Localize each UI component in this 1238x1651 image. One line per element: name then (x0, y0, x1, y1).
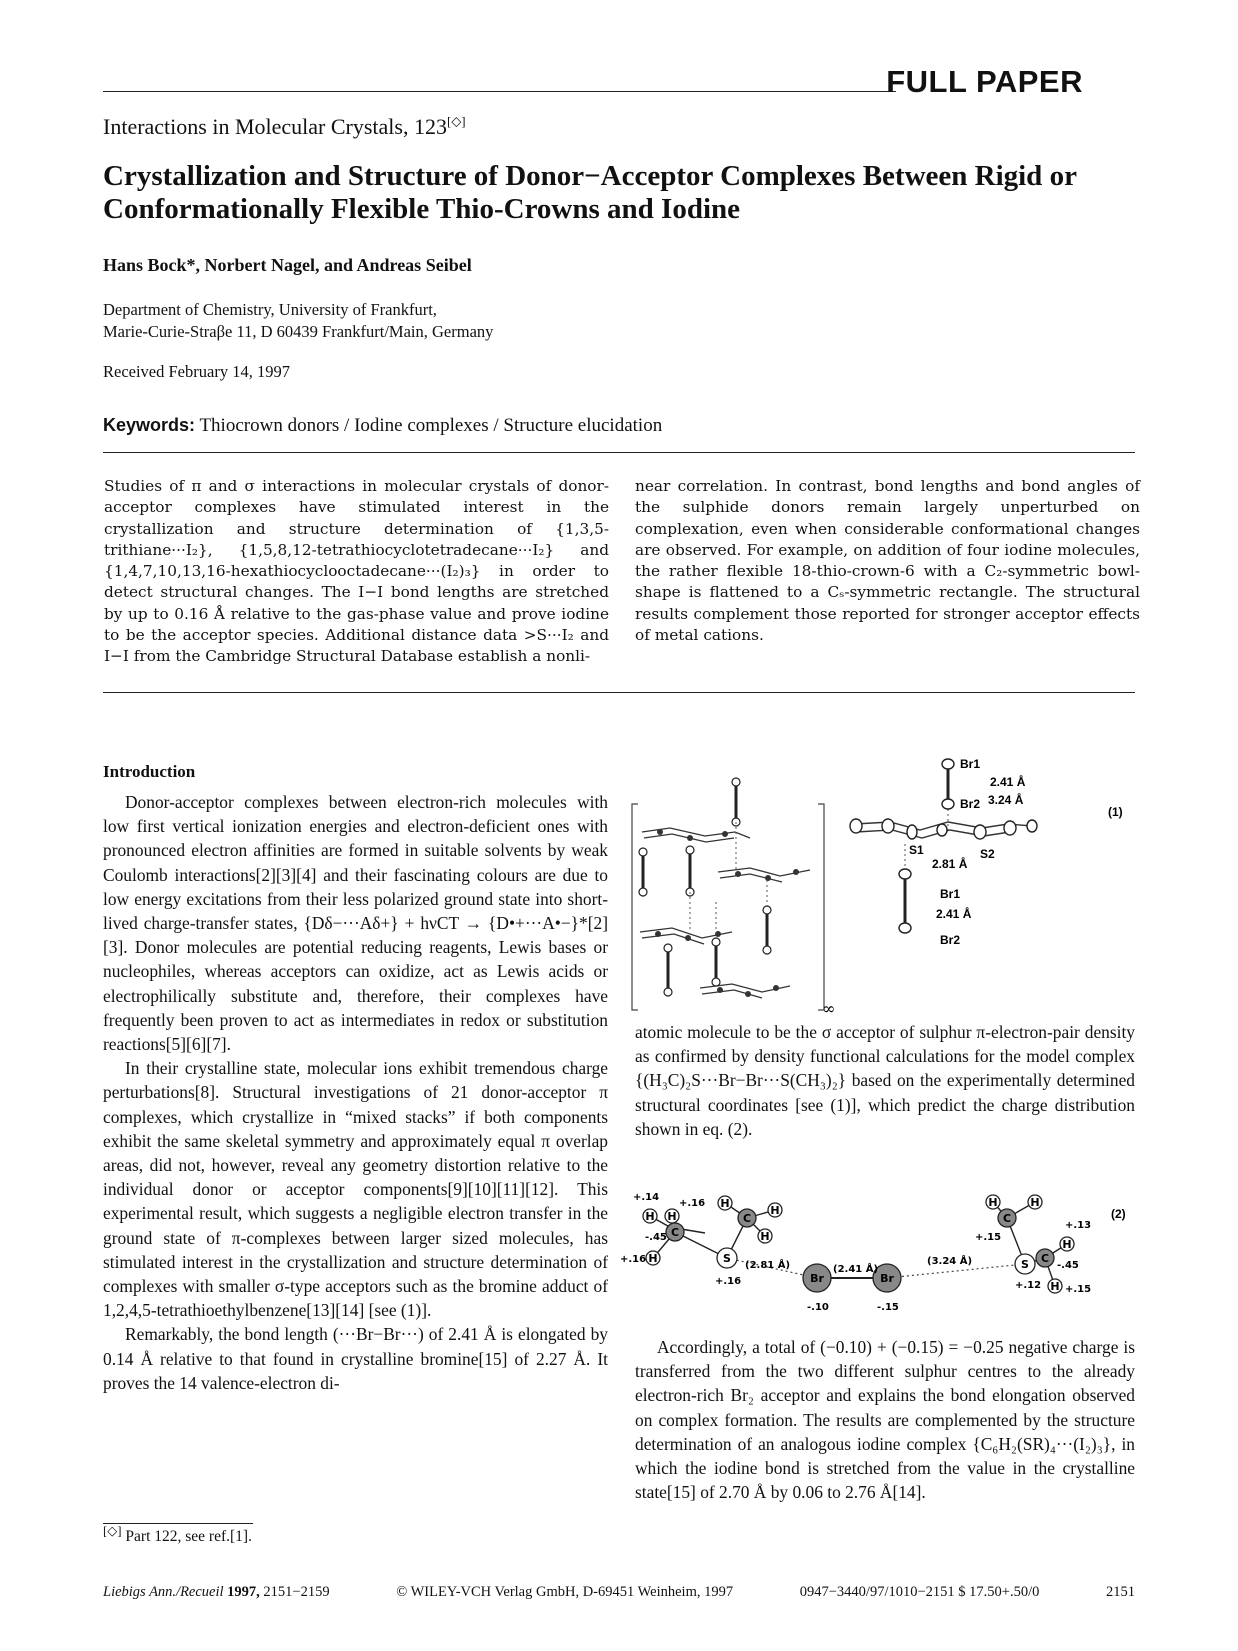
intro-paragraph-3: Remarkably, the bond length (···Br−Br···) of 2.41 Å is elongated by 0.14 Å relative to that found in crystalline bromine[15] of 2.27 Å. It proves the 14 valence-electron di- (103, 1324, 608, 1393)
fig2-q-h1: +.14 (633, 1192, 660, 1203)
footer-year: 1997, (227, 1584, 260, 1600)
affiliation-line-1: Department of Chemistry, University of Frankfurt, (103, 300, 437, 319)
fig1-br2-top: Br2 (960, 797, 981, 811)
footer-code: 0947−3440/97/1010−2151 $ 17.50+.50/0 (799, 1584, 1040, 1600)
abstract-right: near correlation. In contrast, bond lengths and bond angles of the sulphide donors remain largely unperturbed on complexation, even when considerable conformational changes are observed. For example, on addition of four iodine molecules, the rather flexible 18-thio-crown-6 with a C₂-symmetric bowl-shape is flattened to a Cₛ-symmetric rectangle. The structural results complement those reported for stronger acceptor effects of metal cations. (635, 477, 1140, 645)
header-rule (103, 91, 896, 92)
received-date: Received February 14, 1997 (103, 362, 290, 381)
fig2-h-7: H (988, 1196, 998, 1209)
fig2-h-2: H (667, 1210, 677, 1223)
fig2-dist-1: (2.81 Å) (745, 1260, 791, 1271)
fig2-c-4: C (1040, 1252, 1050, 1265)
abstract-left: Studies of π and σ interactions in molecular crystals of donor-acceptor complexes have stimulated interest in the crystallization and structure determination of {1,3,5-trithiane···I₂}, {1,5,8,12-tetrathiocyclotetradecane···I₂} and {1,4,7,10,13,16-hexathiocyclooctadecane···(I₂)₃} in order to detect structural changes. The I−I bond lengths are stretched by up to 0.16 Å relative to the gas-phase value and prove iodine to be the acceptor species. Additional distance data >S···I₂ and I−I from the Cambridge Structural Database establish a nonli- (104, 477, 609, 666)
fig2-q-h2: +.16 (679, 1198, 706, 1209)
fig2-q-s1: +.16 (715, 1276, 742, 1287)
footer-page-number: 2151 (1105, 1584, 1135, 1600)
fig1-dist-brbr-top: 2.41 Å (990, 775, 1026, 789)
figure-2-charge-distribution (620, 1188, 1135, 1318)
footer-pages: 2151−2159 (263, 1584, 330, 1600)
fig2-h-4: H (720, 1197, 730, 1210)
fig2-q-h4: +.15 (975, 1232, 1002, 1243)
fig1-br1-top: Br1 (960, 757, 981, 771)
series-marker: [◇] (446, 113, 466, 129)
fig2-h-8: H (1030, 1196, 1040, 1209)
fig2-s-2: S (1021, 1258, 1029, 1271)
fig2-h-5: H (770, 1204, 780, 1217)
intro-heading: Introduction (103, 762, 196, 781)
fig2-q-h5: +.13 (1065, 1220, 1092, 1231)
authors: Hans Bock*, Norbert Nagel, and Andreas Seibel (103, 255, 472, 275)
right-column-body-1 (635, 1020, 1135, 1141)
fig1-br2-bottom: Br2 (940, 933, 961, 947)
fig2-q-h3: +.16 (620, 1254, 647, 1265)
fig2-h-6: H (760, 1230, 770, 1243)
figure-1-infinity: ∞ (822, 999, 836, 1018)
fig2-q-c2: -.45 (1057, 1260, 1079, 1271)
intro-paragraph-1: Donor-acceptor complexes between electron-rich molecules with low first vertical ionization energies and electron-deficient ones with pronounced electron affinities are formed in suitable solvents by weak Coulomb interactions[2][3][4] and their fascinating colours are due to low energy excitations from their less polarized ground state into short-lived charge-transfer states, {Dδ−···Aδ+} + hνCT → {D•+···A•−}*[2][3]. Donor molecules are potential reducing reagents, Lewis bases or nucleophiles, whereas acceptors can oxidize, act as Lewis acids or electrophilically substitute and, therefore, their complexes have frequently been proven to act as intermediates in redox or substitution reactions[5][6][7]. (103, 792, 608, 1055)
fig2-h-10: H (1050, 1280, 1060, 1293)
footnote-rule (103, 1523, 253, 1524)
right-paragraph-1: atomic molecule to be the σ acceptor of sulphur π-electron-pair density as confirmed by density functional calculations for the model complex {(H₃C)₂S···Br−Br···S(CH₃)₂} based on the experimentally determined structural coordinates [see (1)], which predict the charge distribution shown in eq. (2). (635, 1022, 1135, 1139)
fig2-q-s2: +.12 (1015, 1280, 1042, 1291)
fig2-c-3: C (1002, 1212, 1012, 1225)
section-label: FULL PAPER (886, 64, 1083, 99)
fig2-br-2: Br (880, 1272, 894, 1285)
fig2-dist-3: (3.24 Å) (927, 1256, 973, 1267)
page-footer (103, 1584, 1135, 1601)
fig2-br-1: Br (810, 1272, 824, 1285)
fig2-q-h6: +.15 (1065, 1284, 1092, 1295)
affiliation (103, 299, 493, 343)
fig2-dist-2: (2.41 Å) (833, 1264, 879, 1275)
fig2-s-1: S (723, 1252, 731, 1265)
fig2-q-br2: -.15 (877, 1302, 899, 1313)
keywords-text: Thiocrown donors / Iodine complexes / Structure elucidation (199, 415, 663, 436)
fig2-c-2: C (742, 1212, 752, 1225)
footer-journal: Liebigs Ann./Recueil (103, 1584, 224, 1600)
fig1-dist-sbr-bottom: 2.81 Å (932, 857, 968, 871)
fig1-s1: S1 (909, 843, 924, 857)
abstract-top-rule (103, 452, 1135, 453)
figure-1-label: (1) (1108, 805, 1123, 819)
footnote (103, 1522, 252, 1546)
right-column-body-2 (635, 1335, 1135, 1504)
fig2-h-9: H (1062, 1238, 1072, 1251)
figure-1-crystal-structure (630, 752, 1135, 1042)
fig2-c-1: C (670, 1226, 680, 1239)
left-column-body (103, 790, 608, 1395)
figure-2-label: (2) (1111, 1207, 1126, 1221)
title-line-2: Conformationally Flexible Thio-Crowns and Iodine (103, 193, 741, 225)
affiliation-line-2: Marie-Curie-Straβe 11, D 60439 Frankfurt/Main, Germany (103, 322, 494, 341)
fig1-s2: S2 (980, 847, 995, 861)
right-paragraph-2: Accordingly, a total of (−0.10) + (−0.15) = −0.25 negative charge is transferred from the two different sulphur centres to the already electron-rich Br₂ acceptor and explains the bond elongation observed on complex formation. The results are complemented by the structure determination of an analogous iodine complex {C₆H₂(SR)₄···(I₂)₃}, in which the iodine bond is stretched from the value in the crystalline state[15] of 2.70 Å by 0.06 to 2.76 Å[14]. (635, 1337, 1135, 1503)
fig1-br1-bottom: Br1 (940, 887, 961, 901)
fig1-dist-brbr-bottom: 2.41 Å (936, 907, 972, 921)
title-line-1: Crystallization and Structure of Donor−Acceptor Complexes Between Rigid or (103, 160, 1077, 192)
fig2-q-br1: -.10 (807, 1302, 829, 1313)
fig2-h-3: H (648, 1252, 658, 1265)
paper-title (103, 160, 1143, 226)
keywords (103, 415, 662, 437)
fig2-q-c1: -.45 (645, 1232, 667, 1243)
abstract-bottom-rule (103, 692, 1135, 693)
series-text: Interactions in Molecular Crystals, 123 (103, 114, 447, 139)
intro-paragraph-2: In their crystalline state, molecular ions exhibit tremendous charge perturbations[8]. Structural investigations of 21 donor-acceptor π complexes, which crystallize in “mixed stacks” if both components exhibit the same skeletal symmetry and approximately equal π overlap areas, did not, however, reveal any geometry distortion relative to the individual donor or acceptor components[9][10][11][12]. This experimental result, which suggests a negligible electron transfer in the ground state of π-complexes between larger sized molecules, has stimulated interest in the crystallization and structure determination of complexes with smaller σ-type acceptors such as the bromine adduct of 1,2,4,5-tetrathioethylbenzene[13][14] [see (1)]. (103, 1058, 608, 1321)
footer-citation (103, 1584, 330, 1601)
footnote-text: Part 122, see ref.[1]. (125, 1528, 252, 1545)
fig2-h-1: H (645, 1210, 655, 1223)
fig1-dist-sbr-top: 3.24 Å (988, 793, 1024, 807)
footer-publisher: © WILEY-VCH Verlag GmbH, D-69451 Weinheim, 1997 (396, 1584, 734, 1600)
footnote-marker: [◇] (103, 1522, 122, 1538)
keywords-label: Keywords: (103, 415, 196, 435)
series-title (103, 114, 466, 140)
